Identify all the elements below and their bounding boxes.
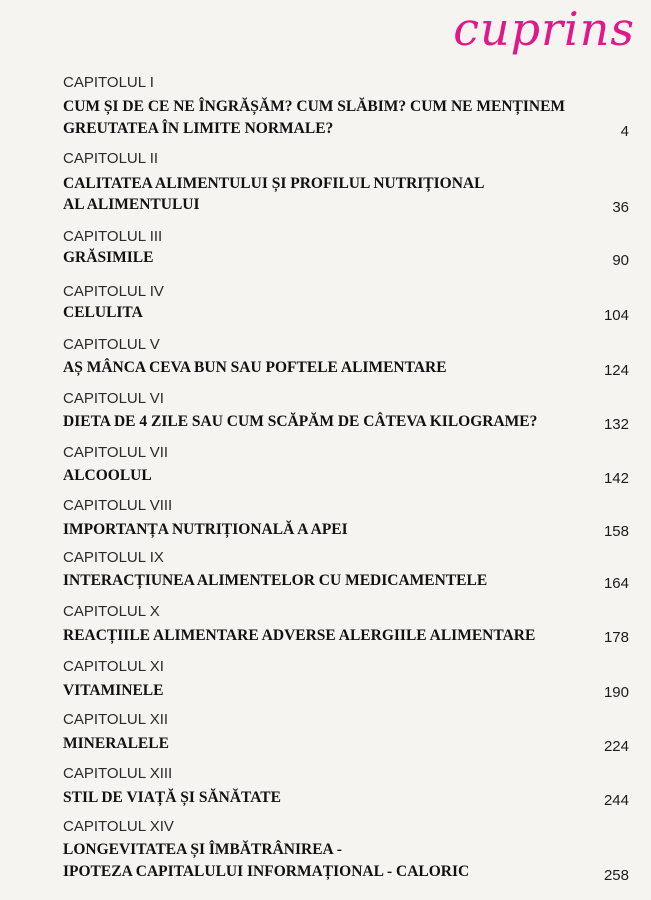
chapter-number: CAPITOLUL II (63, 150, 159, 167)
chapter-title-line-2: AL ALIMENTULUI (63, 196, 200, 213)
page-number: 124 (603, 362, 629, 379)
chapter-title: ALCOOLUL (63, 467, 152, 484)
chapter-title: CELULITA (63, 304, 143, 321)
chapter-number: CAPITOLUL IV (63, 283, 164, 300)
page-number: 104 (603, 307, 629, 324)
page-number: 258 (603, 867, 629, 884)
chapter-title: IMPORTANȚA NUTRIȚIONALĂ A APEI (63, 521, 348, 538)
chapter-title: CUM ȘI DE CE NE ÎNGRĂȘĂM? CUM SLĂBIM? CUM NE MENȚINEM (63, 98, 566, 115)
chapter-title-line-2: GREUTATEA ÎN LIMITE NORMALE? (63, 120, 334, 137)
page-number: 190 (603, 684, 629, 701)
page-number: 90 (612, 252, 629, 269)
page-number: 4 (620, 123, 629, 140)
chapter-number: CAPITOLUL XII (63, 711, 169, 728)
chapter-number: CAPITOLUL XIII (63, 765, 173, 782)
chapter-title: STIL DE VIAȚĂ ȘI SĂNĂTATE (63, 789, 281, 806)
chapter-number: CAPITOLUL VI (63, 390, 164, 407)
chapter-title: INTERACȚIUNEA ALIMENTELOR CU MEDICAMENTELE (63, 572, 488, 589)
chapter-number: CAPITOLUL III (63, 228, 163, 245)
chapter-number: CAPITOLUL X (63, 603, 160, 620)
page-number: 164 (603, 575, 629, 592)
page-number: 158 (603, 523, 629, 540)
chapter-number: CAPITOLUL XIV (63, 818, 174, 835)
chapter-title-line-2: IPOTEZA CAPITALULUI INFORMAȚIONAL - CALORIC (63, 863, 470, 880)
chapter-title: VITAMINELE (63, 682, 164, 699)
chapter-number: CAPITOLUL VII (63, 444, 169, 461)
chapter-title: CALITATEA ALIMENTULUI ȘI PROFILUL NUTRIȚIONAL (63, 175, 485, 192)
chapter-number: CAPITOLUL V (63, 336, 160, 353)
page-title: cuprins (453, 2, 635, 56)
page-number: 224 (603, 738, 629, 755)
page-number: 244 (603, 792, 629, 809)
chapter-number: CAPITOLUL IX (63, 549, 164, 566)
chapter-title: AȘ MÂNCA CEVA BUN SAU POFTELE ALIMENTARE (63, 359, 447, 376)
chapter-title: LONGEVITATEA ȘI ÎMBĂTRÂNIREA - (63, 841, 342, 858)
chapter-number: CAPITOLUL XI (63, 658, 164, 675)
page-number: 178 (603, 629, 629, 646)
chapter-title: DIETA DE 4 ZILE SAU CUM SCĂPĂM DE CÂTEVA KILOGRAME? (63, 413, 538, 430)
chapter-number: CAPITOLUL I (63, 74, 154, 91)
chapter-title: MINERALELE (63, 735, 169, 752)
chapter-title: GRĂSIMILE (63, 249, 154, 266)
chapter-title: REACȚIILE ALIMENTARE ADVERSE ALERGIILE ALIMENTARE (63, 627, 536, 644)
page-number: 36 (612, 199, 629, 216)
chapter-number: CAPITOLUL VIII (63, 497, 173, 514)
page-number: 132 (603, 416, 629, 433)
page-number: 142 (603, 470, 629, 487)
